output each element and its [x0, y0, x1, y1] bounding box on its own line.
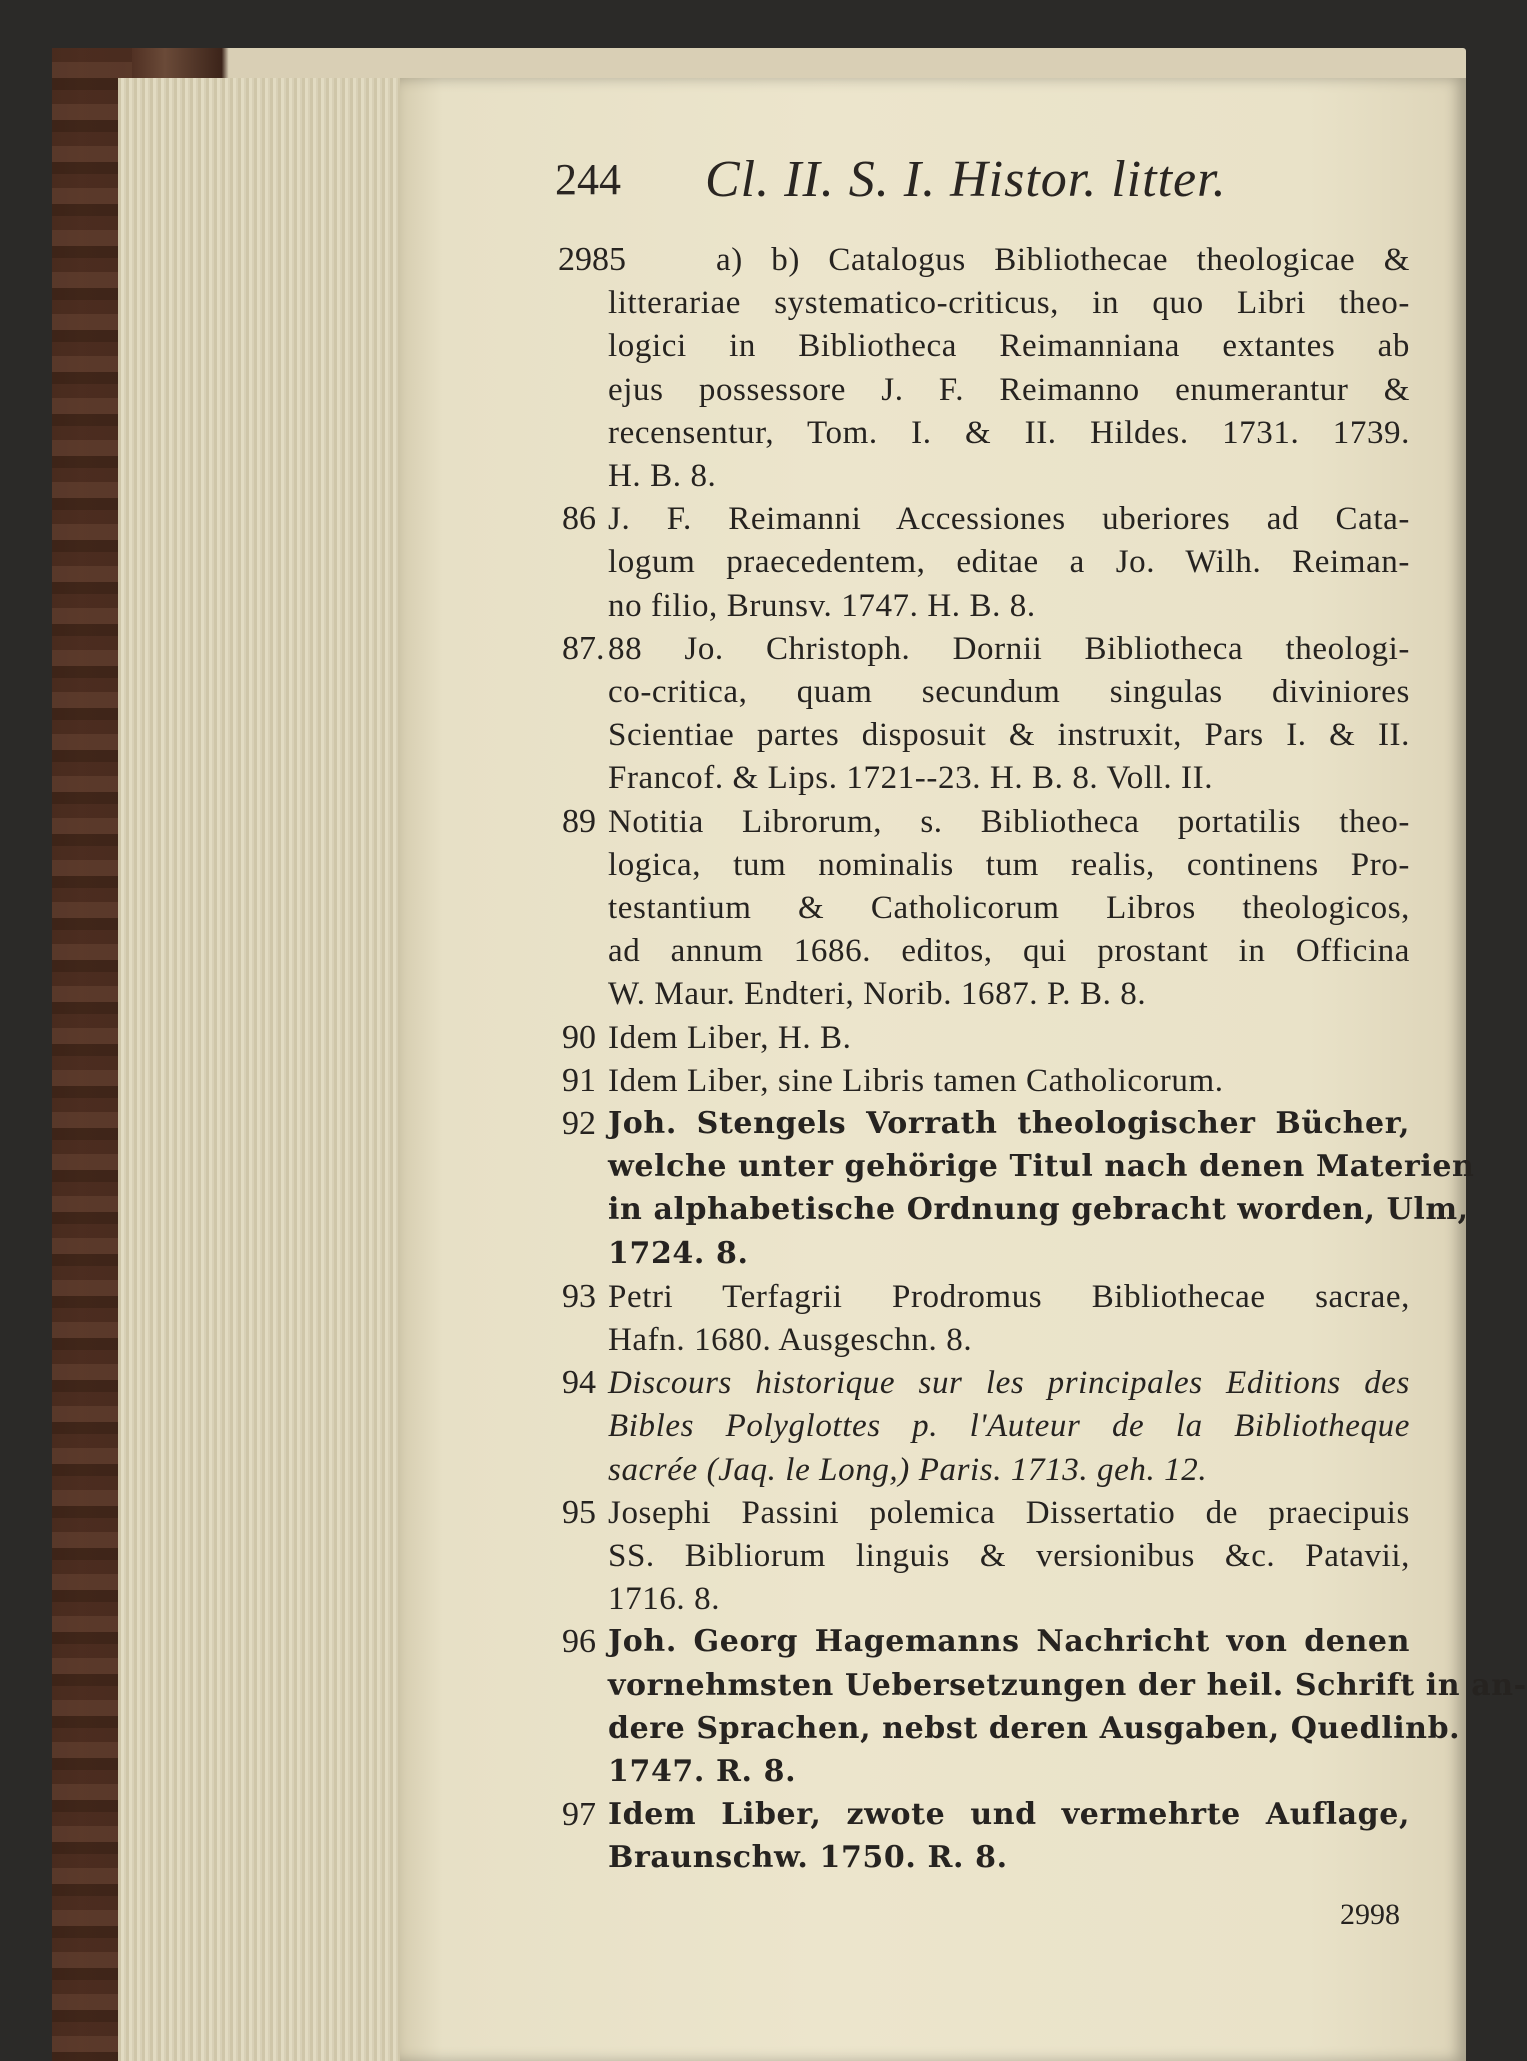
- entry-line: Joh. Stengels Vorrath theologischer Bücher,: [608, 1106, 1410, 1141]
- entry-line: welche unter gehörige Titul nach denen Materien: [608, 1149, 1475, 1185]
- entry-number: 95: [562, 1493, 596, 1531]
- entry-line: Idem Liber, sine Libris tamen Catholicorum.: [608, 1062, 1224, 1099]
- entry-line: dere Sprachen, nebst deren Ausgaben, Quedlinb.: [608, 1710, 1461, 1746]
- entry-line: 1716. 8.: [608, 1581, 721, 1618]
- entry-line: H. B. 8.: [608, 458, 717, 494]
- entry-number: 86: [562, 500, 596, 538]
- entry-line: J. F. Reimanni Accessiones uberiores ad Cata-: [608, 501, 1410, 538]
- entry-line: Francof. & Lips. 1721--23. H. B. 8. Voll. II.: [608, 760, 1214, 797]
- entry-line: a) b) Catalogus Bibliothecae theologicae &: [716, 242, 1410, 278]
- entry-number: 92: [562, 1105, 596, 1142]
- entry-line: recensentur, Tom. I. & II. Hildes. 1731. 1739.: [608, 414, 1410, 451]
- entry-line: logica, tum nominalis tum realis, continens Pro-: [608, 846, 1410, 883]
- entry-line: Josephi Passini polemica Dissertatio de praecipuis: [608, 1494, 1410, 1531]
- entry-line: Hafn. 1680. Ausgeschn. 8.: [608, 1322, 973, 1358]
- running-title: Cl. II. S. I. Histor. litter.: [705, 151, 1227, 208]
- catchword: 2998: [1340, 1898, 1400, 1931]
- entry-line: Notitia Librorum, s. Bibliotheca portatilis theo-: [608, 803, 1410, 840]
- entry-line: vornehmsten Uebersetzungen der heil. Schrift in an-: [608, 1667, 1527, 1703]
- entry-line: Bibles Polyglottes p. l'Auteur de la Bibliotheque: [608, 1408, 1410, 1445]
- entry-line: 1747. R. 8.: [608, 1754, 797, 1789]
- entry-line: Idem Liber, H. B.: [608, 1019, 852, 1056]
- entry-line: SS. Bibliorum linguis & versionibus &c. Patavii,: [608, 1538, 1410, 1574]
- entry-line: W. Maur. Endteri, Norib. 1687. P. B. 8.: [608, 976, 1147, 1013]
- entry-number: 97: [562, 1796, 596, 1834]
- entry-line: 1724. 8.: [608, 1235, 749, 1271]
- entry-number: 2985: [558, 241, 626, 278]
- entry-line: testantium & Catholicorum Libros theologicos,: [608, 890, 1410, 926]
- entry-number: 93: [562, 1277, 596, 1315]
- entry-line: logum praecedentem, editae a Jo. Wilh. Reiman-: [608, 544, 1410, 581]
- entry-line: 88 Jo. Christoph. Dornii Bibliotheca theologi-: [608, 630, 1410, 667]
- entry-line: ejus possessore J. F. Reimanno enumerantur &: [608, 371, 1410, 408]
- entry-line: in alphabetische Ordnung gebracht worden, Ulm,: [608, 1192, 1469, 1228]
- entry-line: Joh. Georg Hagemanns Nachricht von denen: [608, 1624, 1410, 1660]
- entry-number: 90: [562, 1018, 596, 1056]
- entry-line: Braunschw. 1750. R. 8.: [608, 1840, 1008, 1876]
- entry-line: litterariae systematico-criticus, in quo Libri theo-: [608, 285, 1410, 322]
- entry-line: logici in Bibliotheca Reimanniana extantes ab: [608, 328, 1410, 365]
- page-header: [555, 150, 1405, 210]
- entry-line: sacrée (Jaq. le Long,) Paris. 1713. geh. 12.: [608, 1451, 1208, 1488]
- entry-line: Discours historique sur les principales Editions des: [608, 1365, 1410, 1402]
- entry-number: 87.: [562, 629, 605, 667]
- entry-line: no filio, Brunsv. 1747. H. B. 8.: [608, 587, 1036, 624]
- entry-line: Scientiae partes disposuit & instruxit, Pars I. & II.: [608, 717, 1410, 754]
- entry-line: ad annum 1686. editos, qui prostant in Officina: [608, 933, 1410, 970]
- entry-number: 94: [562, 1364, 596, 1402]
- entry-number: 89: [562, 802, 596, 840]
- page-number: 244: [555, 155, 621, 204]
- page-edges: [118, 78, 408, 2061]
- entry-line: co-critica, quam secundum singulas diviniores: [608, 674, 1410, 710]
- entry-number: 96: [562, 1623, 596, 1661]
- entry-line: Petri Terfagrii Prodromus Bibliothecae sacrae,: [608, 1278, 1410, 1315]
- entry-number: 91: [562, 1061, 596, 1099]
- entry-line: Idem Liber, zwote und vermehrte Auflage,: [608, 1797, 1410, 1833]
